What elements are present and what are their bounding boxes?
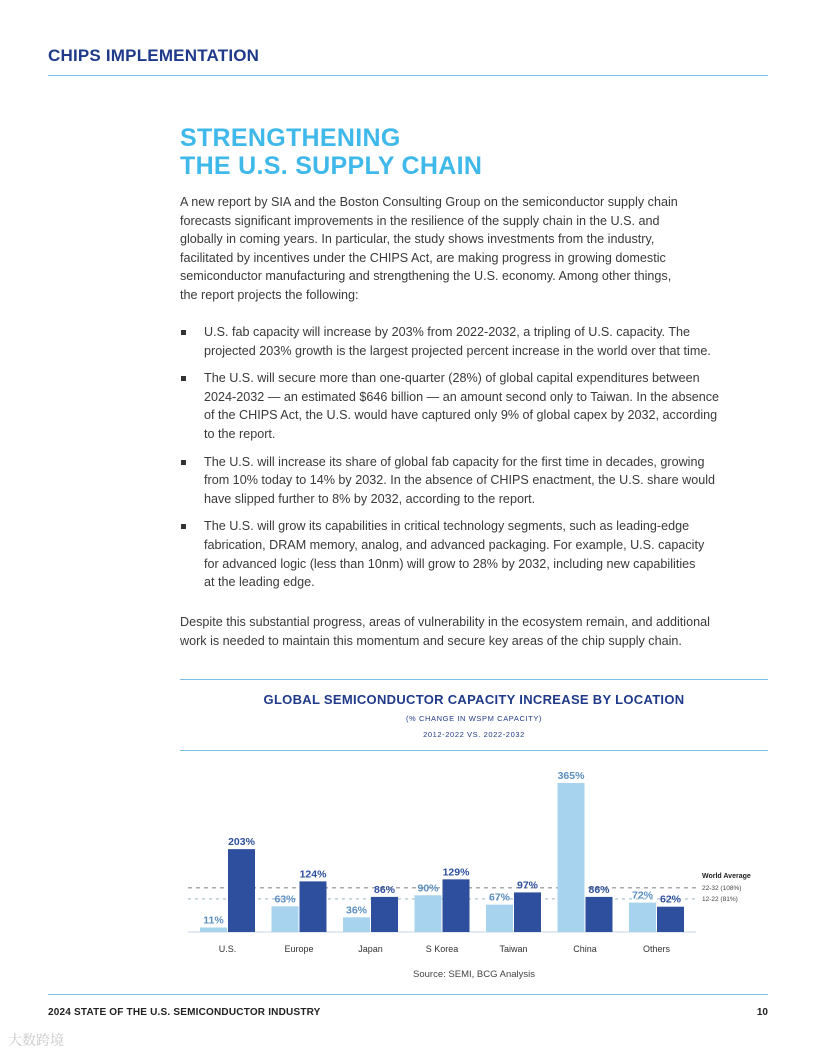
bullet-line: of the CHIPS Act, the U.S. would have captured only 9% of global capex by 2032, according — [204, 408, 718, 423]
bar-value-label: 124% — [299, 868, 327, 881]
x-tick-label: U.S. — [218, 944, 237, 954]
bar-value-label: 129% — [442, 866, 470, 879]
legend-item: 12-22 (81%) — [702, 896, 738, 903]
intro-line: A new report by SIA and the Boston Consulting Group on the semiconductor supply chain — [180, 195, 678, 209]
bar-2012-2022 — [486, 905, 513, 932]
bar-2012-2022 — [415, 895, 442, 932]
section-title-line1: STRENGTHENING — [180, 124, 401, 152]
bullet-line: U.S. fab capacity will increase by 203% from 2022-2032, a tripling of U.S. capacity. The — [204, 325, 691, 339]
bullet-line: The U.S. will secure more than one-quarter (28%) of global capital expenditures between — [204, 371, 700, 386]
bar-2022-2032 — [443, 879, 470, 932]
footer-rule — [48, 994, 768, 995]
legend-title: World Average — [702, 873, 751, 880]
page-header-title: CHIPS IMPLEMENTATION — [48, 46, 260, 65]
bar-value-label: 36% — [345, 904, 368, 917]
legend-item: 22-32 (108%) — [702, 885, 742, 892]
bar-value-label: 365% — [557, 770, 585, 782]
x-tick-label: S Korea — [425, 944, 459, 954]
bar-2012-2022 — [629, 903, 656, 932]
chart-source: Source: SEMI, BCG Analysis — [413, 969, 535, 980]
bullet-line: The U.S. will increase its share of global fab capacity for the first time in decades, growing — [204, 454, 705, 469]
bullet-line: 2024-2032 — an estimated $646 billion — an amount second only to Taiwan. In the absence — [204, 389, 720, 404]
bar-2022-2032 — [371, 897, 398, 932]
bar-value-label: 86% — [588, 883, 610, 896]
bar-value-label: 11% — [203, 914, 224, 927]
bullet-line: from 10% today to 14% by 2032. In the absence of CHIPS enactment, the U.S. share would — [204, 473, 716, 488]
bar-value-label: 63% — [274, 893, 296, 906]
bar-2022-2032 — [514, 892, 541, 932]
x-tick-label: Japan — [358, 944, 383, 954]
intro-line: semiconductor manufacturing and strengthening the U.S. economy. Among other things, — [180, 269, 672, 284]
x-tick-label: Taiwan — [499, 944, 528, 954]
bar-value-label: 90% — [417, 882, 439, 895]
bar-2022-2032 — [300, 881, 327, 932]
chart-title: GLOBAL SEMICONDUCTOR CAPACITY INCREASE BY LOCATION — [263, 692, 685, 707]
intro-line: globally in coming years. In particular, the study shows investments from the industry, — [180, 232, 655, 247]
page-number: 10 — [756, 1007, 768, 1018]
intro-line: forecasts significant improvements in the resilience of the supply chain in the U.S. and — [180, 213, 660, 228]
closing-line: work is needed to maintain this momentum and secure key areas of the chip supply chain. — [180, 633, 682, 648]
bar-value-label: 67% — [488, 891, 511, 904]
bar-2012-2022 — [343, 917, 370, 932]
intro-line: the report projects the following: — [180, 287, 359, 302]
bar-2022-2032 — [657, 907, 684, 932]
watermark-text: 大数跨境 — [8, 1032, 64, 1048]
chart-period: 2012-2022 VS. 2022-2032 — [423, 730, 525, 739]
chart-subtitle: (% CHANGE IN WSPM CAPACITY) — [405, 714, 543, 723]
x-tick-label: China — [573, 944, 597, 954]
bullet-line: fabrication, DRAM memory, analog, and advanced packaging. For example, U.S. capacity — [204, 537, 705, 552]
bullet-line: at the leading edge. — [204, 575, 315, 590]
bullet-line: projected 203% growth is the largest projected percent increase in the world over that time. — [204, 343, 711, 358]
bullet-line: The U.S. will grow its capabilities in critical technology segments, such as leading-edge — [204, 519, 690, 534]
bullet-line: to the report. — [204, 426, 276, 441]
bar-2012-2022 — [272, 906, 299, 932]
bullet-line: have slipped further to 8% by 2032, according to the report. — [204, 491, 536, 506]
bar-2012-2022 — [558, 783, 585, 932]
x-tick-label: Europe — [284, 944, 314, 954]
closing-line: Despite this substantial progress, areas of vulnerability in the ecosystem remain, and additional — [180, 615, 710, 629]
x-tick-label: Others — [642, 944, 671, 954]
bar-value-label: 86% — [373, 883, 396, 896]
bar-value-label: 97% — [516, 879, 539, 892]
intro-line: facilitated by incentives under the CHIPS Act, are making progress in growing domestic — [180, 250, 666, 265]
footer-report-title: 2024 STATE OF THE U.S. SEMICONDUCTOR INDUSTRY — [48, 1007, 321, 1018]
bar-value-label: 203% — [228, 836, 255, 849]
bar-2022-2032 — [228, 849, 255, 932]
section-title-line2: THE U.S. SUPPLY CHAIN — [180, 152, 483, 180]
bullet-line: for advanced logic (less than 10nm) will grow to 28% by 2032, including new capabilities — [204, 556, 696, 571]
bar-value-label: 62% — [659, 893, 682, 906]
bar-value-label: 72% — [631, 889, 654, 902]
bar-2022-2032 — [586, 897, 613, 932]
bar-2012-2022 — [200, 928, 227, 932]
